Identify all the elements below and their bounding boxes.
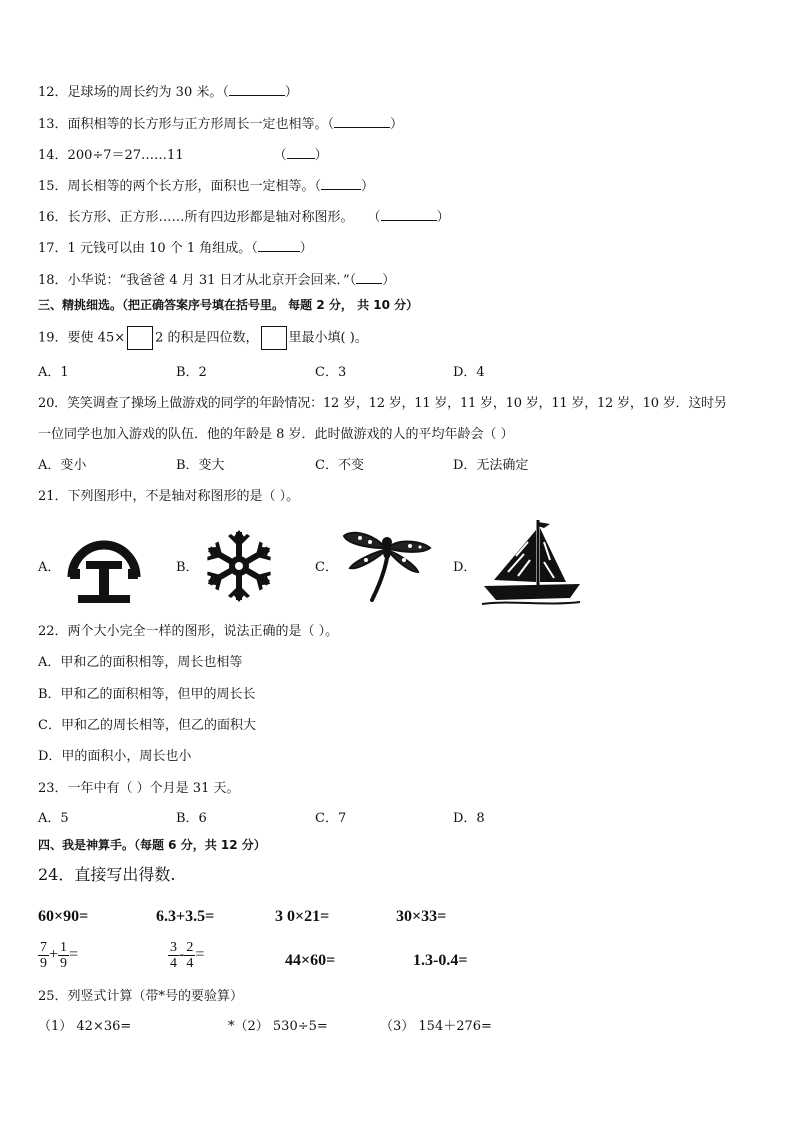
q20-option-b[interactable]: B．变大 <box>176 458 225 473</box>
answer-blank[interactable] <box>287 145 315 159</box>
question-text: 14．200÷7＝27……11 <box>38 148 184 163</box>
q23-option-a[interactable]: A．5 <box>38 811 69 826</box>
question-13: 13．面积相等的长方形与正方形周长一定也相等。（ ） <box>38 114 403 134</box>
question-text: 18．小华说：“我爸爸 4 月 31 日才从北京开会回来．”（ <box>38 273 357 288</box>
question-22: 22．两个大小完全一样的图形，说法正确的是（ ）。 <box>38 624 339 639</box>
answer-blank[interactable] <box>381 207 437 221</box>
calc-fraction-sum: $\frac{7}{9}$ + $\frac{1}{9}$ = <box>40 940 79 971</box>
question-16: 16．长方形、正方形……所有四边形都是轴对称图形。 （ ） <box>38 207 450 227</box>
answer-blank[interactable] <box>258 238 300 252</box>
question-text: 13．面积相等的长方形与正方形周长一定也相等。（ <box>38 117 335 132</box>
q21-option-a-label[interactable]: A． <box>38 560 61 575</box>
digit-box[interactable] <box>127 326 153 350</box>
answer-blank[interactable] <box>321 176 361 190</box>
q19-option-b[interactable]: B．2 <box>176 365 207 380</box>
digit-box[interactable] <box>261 326 287 350</box>
question-20-line-1: 20．笑笑调查了操场上做游戏的同学的年龄情况：12 岁，12 岁，11 岁，11 岁，10 岁，11 岁，12 岁，10 岁．这时另 <box>38 396 727 411</box>
q22-option-c[interactable]: C．甲和乙的周长相等，但乙的面积大 <box>38 718 256 733</box>
q23-option-d[interactable]: D．8 <box>453 811 485 826</box>
calc-fraction-diff: $\frac{3}{4}$ - $\frac{2}{4}$ = <box>170 940 205 971</box>
calc-6.3+3.5: 6.3+3.5= <box>156 908 215 925</box>
q19-option-c[interactable]: C．3 <box>315 365 347 380</box>
q20-option-d[interactable]: D．无法确定 <box>453 458 529 473</box>
question-14: 14．200÷7＝27……11 （ ） <box>38 145 328 165</box>
question-19: 19．要使 45× 2 的积是四位数， 里最小填( )。 <box>38 326 368 350</box>
q25-item-3: （3） 154＋276= <box>380 1019 492 1034</box>
q21-option-d-label[interactable]: D． <box>453 560 477 575</box>
q25-item-1: （1） 42×36= <box>38 1019 132 1034</box>
section-3-title: 三、精挑细选。（把正确答案序号填在括号里。 每题 2 分， 共 10 分） <box>38 298 419 312</box>
section-4-title: 四、我是神算手。（每题 6 分，共 12 分） <box>38 838 266 852</box>
question-24: 24．直接写出得数. <box>38 865 176 884</box>
answer-blank[interactable] <box>334 114 390 128</box>
question-12: 12．足球场的周长约为 30 米。（ ） <box>38 82 298 102</box>
q19-option-d[interactable]: D．4 <box>453 365 485 380</box>
snowflake-figure[interactable] <box>200 528 278 604</box>
q25-item-2: *（2） 530÷5= <box>228 1019 328 1034</box>
calc-30x21: 3 0×21= <box>275 908 330 925</box>
q21-option-b-label[interactable]: B． <box>176 560 199 575</box>
question-20-line-2: 一位同学也加入游戏的队伍．他的年龄是 8 岁．此时做游戏的人的平均年龄会（ ） <box>38 427 514 442</box>
q20-option-a[interactable]: A．变小 <box>38 458 87 473</box>
answer-blank[interactable] <box>356 270 382 284</box>
metro-logo-figure[interactable] <box>64 523 144 607</box>
question-text: 17．1 元钱可以由 10 个 1 角组成。（ <box>38 241 258 256</box>
question-text: 15．周长相等的两个长方形，面积也一定相等。（ <box>38 179 322 194</box>
q19-option-a[interactable]: A．1 <box>38 365 69 380</box>
question-text: 16．长方形、正方形……所有四边形都是轴对称图形。 <box>38 210 354 225</box>
question-23: 23．一年中有（ ）个月是 31 天。 <box>38 781 240 796</box>
question-17: 17．1 元钱可以由 10 个 1 角组成。（ ） <box>38 238 313 258</box>
question-18: 18．小华说：“我爸爸 4 月 31 日才从北京开会回来．”（ ） <box>38 270 395 290</box>
question-21: 21．下列图形中，不是轴对称图形的是（ ）。 <box>38 489 300 504</box>
dragonfly-figure[interactable] <box>340 524 434 604</box>
q20-option-c[interactable]: C．不变 <box>315 458 364 473</box>
q23-option-c[interactable]: C．7 <box>315 811 347 826</box>
calc-60x90: 60×90= <box>38 908 89 925</box>
q23-option-b[interactable]: B．6 <box>176 811 207 826</box>
answer-blank[interactable] <box>229 82 285 96</box>
calc-30x33: 30×33= <box>396 908 447 925</box>
question-15: 15．周长相等的两个长方形，面积也一定相等。（ ） <box>38 176 374 196</box>
q21-option-c-label[interactable]: C． <box>315 560 338 575</box>
q22-option-a[interactable]: A．甲和乙的面积相等，周长也相等 <box>38 655 243 670</box>
question-text: 12．足球场的周长约为 30 米。（ <box>38 85 229 100</box>
calc-1.3-0.4: 1.3-0.4= <box>413 952 468 969</box>
question-25: 25．列竖式计算（带*号的要验算） <box>38 989 244 1004</box>
calc-44x60: 44×60= <box>285 952 336 969</box>
q22-option-d[interactable]: D．甲的面积小，周长也小 <box>38 749 192 764</box>
q22-option-b[interactable]: B．甲和乙的面积相等，但甲的周长长 <box>38 687 256 702</box>
sailboat-figure[interactable] <box>478 516 584 610</box>
